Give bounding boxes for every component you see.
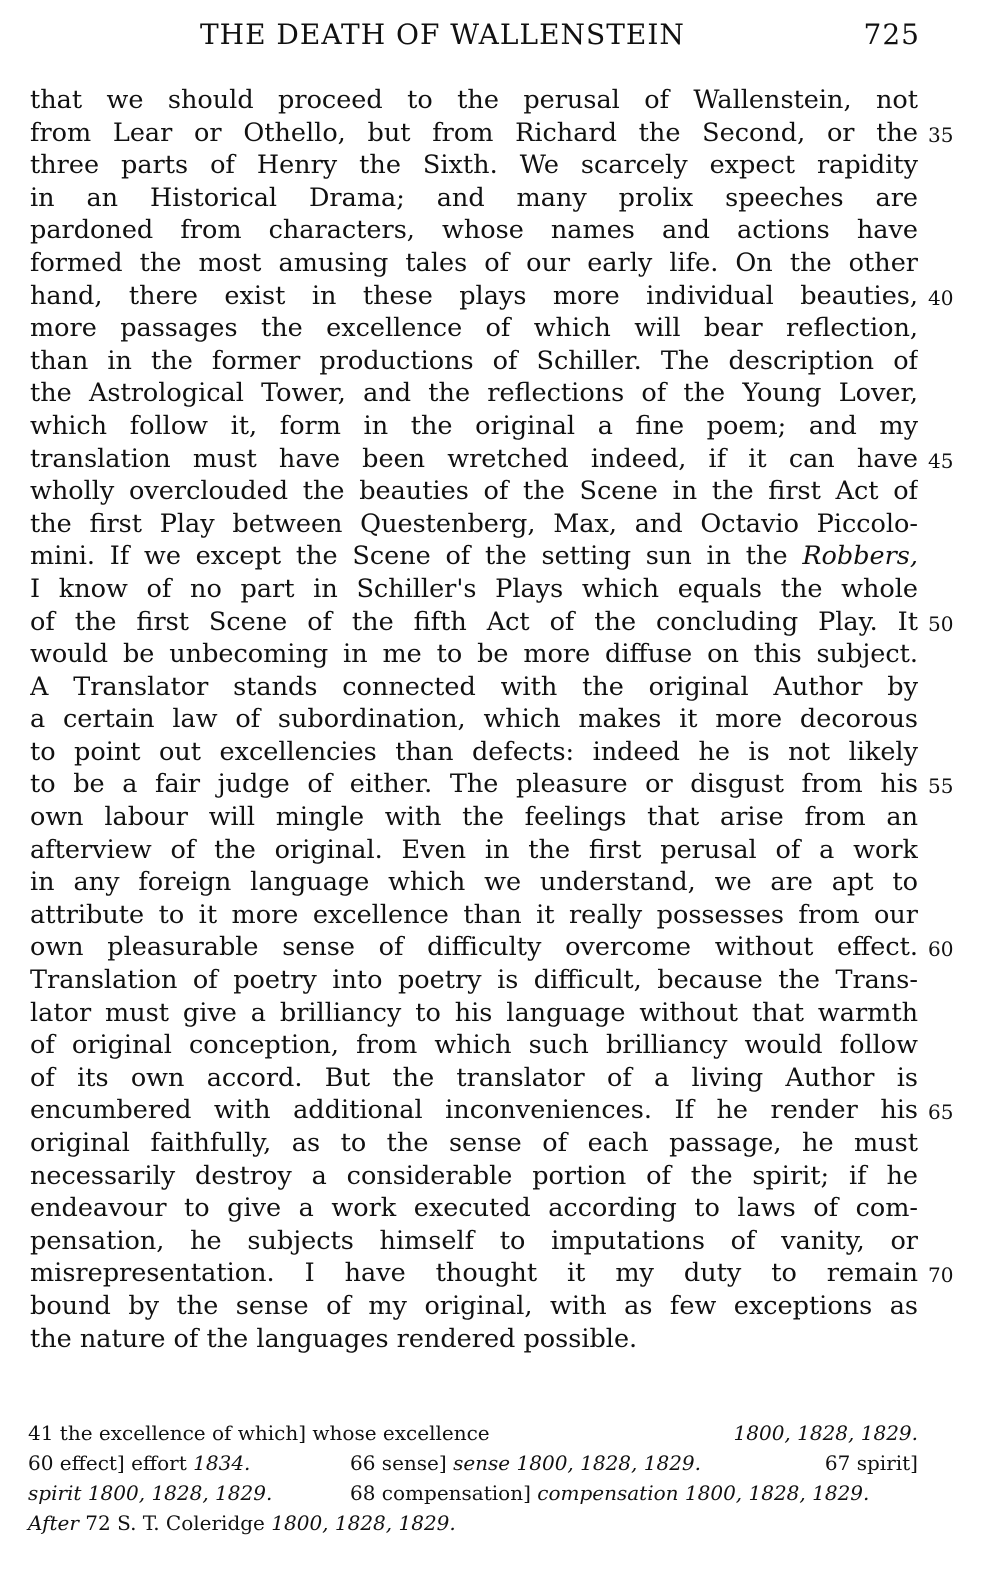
line-text: I know of no part in Schiller's Plays which equals the whole	[30, 573, 918, 604]
footnote-68: 68 compensation] compensation 1800, 1828, 1829.	[350, 1481, 870, 1505]
text-line	[30, 606, 954, 639]
text-line	[30, 899, 918, 932]
text-line	[30, 1029, 918, 1062]
line-text: would be unbecoming in me to be more diffuse on this subject.	[30, 639, 918, 670]
text-line	[30, 345, 918, 378]
line-text: a certain law of subordination, which makes it more decorous	[30, 704, 918, 735]
footnote-line	[28, 1478, 918, 1508]
line-number: 55	[928, 774, 954, 799]
text-line	[30, 1160, 918, 1193]
line-text: to point out excellencies than defects: indeed he is not likely	[30, 736, 918, 767]
line-text: pensation, he subjects himself to imputations of vanity, or	[30, 1225, 918, 1256]
line-text: original faithfully, as to the sense of each passage, he must	[30, 1128, 918, 1158]
line-number: 65	[928, 1100, 954, 1125]
line-text: hand, there exist in these plays more individual beauties,	[30, 280, 918, 311]
line-text: to be a fair judge of either. The pleasure or disgust from his	[30, 769, 918, 800]
running-title: THE DEATH OF WALLENSTEIN	[200, 18, 685, 51]
line-text: which follow it, form in the original a fine poem; and my	[30, 410, 918, 441]
line-text: in any foreign language which we understand, we are apt to	[30, 867, 918, 898]
text-line	[30, 997, 918, 1030]
text-line	[30, 671, 918, 704]
text-line	[30, 117, 954, 150]
footnote-line	[28, 1418, 918, 1448]
text-line	[30, 1323, 918, 1356]
text-line	[30, 801, 918, 834]
line-number: 40	[928, 285, 954, 310]
italic-title: Robbers,	[802, 541, 918, 572]
text-line	[30, 540, 918, 573]
text-line	[30, 443, 954, 476]
text-line	[30, 1094, 954, 1127]
text-line	[30, 1225, 918, 1258]
line-text: necessarily destroy a considerable portion of the spirit; if he	[30, 1160, 918, 1191]
line-text: of its own accord. But the translator of a living Author is	[30, 1062, 918, 1093]
line-number: 50	[928, 611, 954, 636]
line-text: own pleasurable sense of difficulty overcome without effect.	[30, 932, 918, 963]
text-line	[30, 834, 918, 867]
line-text: Translation of poetry into poetry is difficult, because the Trans-	[30, 965, 918, 996]
line-number: 45	[928, 448, 954, 473]
line-text: from Lear or Othello, but from Richard the Second, or the	[30, 117, 918, 148]
text-line	[30, 736, 918, 769]
line-text: of original conception, from which such brilliancy would follow	[30, 1030, 918, 1061]
footnote-line	[28, 1508, 918, 1538]
line-text: bound by the sense of my original, with as few exceptions as	[30, 1290, 918, 1321]
footnotes	[28, 1418, 918, 1538]
line-text: attribute to it more excellence than it really possesses from our	[30, 899, 918, 930]
line-text: more passages the excellence of which will bear reflection,	[30, 313, 918, 344]
line-text: encumbered with additional inconveniences. If he render his	[30, 1095, 918, 1126]
text-line	[30, 1192, 918, 1225]
line-text: the first Play between Questenberg, Max, and Octavio Piccolo-	[30, 508, 918, 539]
text-line	[30, 410, 918, 443]
line-text: three parts of Henry the Sixth. We scarcely expect rapidity	[30, 150, 918, 181]
footnote-67-lemma: 67 spirit]	[824, 1451, 918, 1475]
footnote-60: 60 effect] effort 1834.	[28, 1451, 251, 1475]
footnote-41: 41 the excellence of which] whose excellence	[28, 1421, 490, 1445]
footnote-line	[28, 1448, 918, 1478]
text-line	[30, 508, 918, 541]
text-line	[30, 312, 918, 345]
text-line	[30, 638, 918, 671]
line-text: the nature of the languages rendered possible.	[30, 1323, 638, 1354]
running-header	[200, 18, 920, 58]
line-text: afterview of the original. Even in the first perusal of a work	[30, 834, 918, 865]
line-text: own labour will mingle with the feelings that arise from an	[30, 802, 918, 833]
body-text	[30, 84, 954, 1355]
line-text: endeavour to give a work executed according to laws of com-	[30, 1193, 918, 1224]
line-text: mini. If we except the Scene of the setting sun in the Robbers,	[30, 541, 918, 572]
line-text: than in the former productions of Schiller. The description of	[30, 345, 918, 376]
line-text: in an Historical Drama; and many prolix speeches are	[30, 182, 918, 213]
line-text: formed the most amusing tales of our early life. On the other	[30, 247, 918, 278]
page-number: 725	[863, 18, 920, 51]
line-number: 70	[928, 1263, 954, 1288]
footnote-72: After 72 S. T. Coleridge 1800, 1828, 1829.	[28, 1511, 456, 1535]
line-text: misrepresentation. I have thought it my duty to remain	[30, 1258, 918, 1289]
text-line	[30, 1257, 954, 1290]
line-text: A Translator stands connected with the original Author by	[30, 671, 918, 702]
text-line	[30, 703, 918, 736]
text-line	[30, 1290, 918, 1323]
line-text: that we should proceed to the perusal of Wallenstein, not	[30, 85, 918, 115]
text-line	[30, 149, 918, 182]
text-line	[30, 964, 918, 997]
text-line	[30, 214, 918, 247]
text-line	[30, 182, 918, 215]
footnote-41-editions: 1800, 1828, 1829.	[733, 1421, 918, 1445]
text-line	[30, 377, 918, 410]
line-number: 35	[928, 122, 954, 147]
line-text: of the first Scene of the fifth Act of the concluding Play. It	[30, 606, 918, 637]
text-line	[30, 84, 918, 117]
text-line	[30, 280, 954, 313]
text-line	[30, 1062, 918, 1095]
line-number: 60	[928, 937, 954, 962]
text-line	[30, 247, 918, 280]
text-line	[30, 475, 918, 508]
text-line	[30, 768, 954, 801]
line-text: pardoned from characters, whose names and actions have	[30, 215, 918, 246]
line-text: wholly overclouded the beauties of the Scene in the first Act of	[30, 476, 918, 507]
footnote-67-reading: spirit 1800, 1828, 1829.	[28, 1481, 273, 1505]
text-line	[30, 573, 918, 606]
text-line	[30, 866, 918, 899]
text-line	[30, 931, 954, 964]
line-text: lator must give a brilliancy to his language without that warmth	[30, 997, 918, 1028]
line-text: translation must have been wretched indeed, if it can have	[30, 443, 918, 474]
footnote-66: 66 sense] sense 1800, 1828, 1829.	[350, 1451, 701, 1475]
line-text: the Astrological Tower, and the reflections of the Young Lover,	[30, 378, 918, 409]
text-line	[30, 1127, 918, 1160]
